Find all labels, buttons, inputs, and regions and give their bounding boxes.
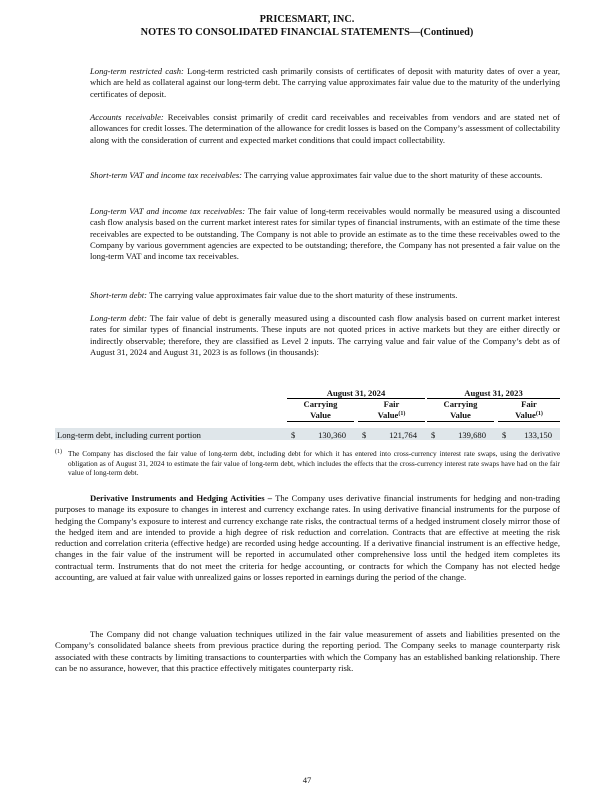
carrying-value-2024: 130,360 xyxy=(318,430,346,440)
short-debt-term: Short-term debt: xyxy=(90,290,148,300)
restricted-cash-term: Long-term restricted cash: xyxy=(90,66,184,76)
long-vat-term: Long-term VAT and income tax receivables: xyxy=(90,206,246,216)
short-vat-text: The carrying value approximates fair value due to the short maturity of these accounts. xyxy=(242,170,543,180)
currency-symbol: $ xyxy=(502,430,507,440)
short-debt-paragraph xyxy=(90,290,560,301)
carrying-value-header-2024: Carrying Value xyxy=(287,399,354,422)
long-vat-text: The fair value of long-term receivables would normally be measured using a discounted cash flow analysis based on the current market interest rates for similar types of financial instruments, with an estimate of the time these receivables are expected to be outstanding. The Company is not able to provide an estimate as to the time these receivables owed to the Company by various government agencies are expected to be outstanding; therefore, the Company has not presented a fair value on the long-term VAT and income tax receivables. xyxy=(90,206,560,262)
footnote-marker: (1) xyxy=(55,449,62,455)
accounts-receivable-text: Receivables consist primarily of credit card receivables and receivables from vendors and are stated net of allowances for credit losses. The determination of the allowance for credit losses is based on the Company’s assessment of collectability along with the consideration of current and expected market conditions that could impact collectability. xyxy=(90,112,560,145)
fair-value-2023: 133,150 xyxy=(524,430,552,440)
long-debt-paragraph xyxy=(90,313,560,358)
accounts-receivable-term: Accounts receivable: xyxy=(90,112,164,122)
footnote-text: The Company has disclosed the fair value of long-term debt, including debt for which it has entered into cross-currency interest rate swaps, using the derivative obligation as of August 31, 2024 to estimate the fair value of long-term debt, which includes the effects that the cross-currency interest rate swaps have had on the fair value of long-term debt. xyxy=(68,449,560,478)
short-vat-term: Short-term VAT and income tax receivables: xyxy=(90,170,243,180)
row-label: Long-term debt, including current portion xyxy=(55,428,287,440)
accounts-receivable-paragraph xyxy=(90,112,560,146)
debt-fair-value-table xyxy=(55,386,560,440)
derivatives-text: The Company uses derivative financial instruments for hedging and non-trading purposes to manage its exposure to changes in interest and currency exchange rates. In using derivative financial instruments for the purpose of hedging the Company’s exposure to interest and currency exchange rate risks, the contractual terms of a hedged instrument closely mirror those of the hedged item and are intended to provide a high degree of risk reduction and correlation. Contracts that are effective at meeting the risk reduction and correlation criteria (effective hedge) are recorded using hedge accounting. If a derivative financial instrument is an effective hedge, changes in the fair value of the instrument will be reported in accumulated other comprehensive loss until the hedged item completes its contractual term. Instruments that do not meet the criteria for hedge accounting, or contracts for which the Company has not elected hedge accounting, are valued at fair value with unrealized gains or losses reported in earnings during the period of the change. xyxy=(55,493,560,583)
fair-value-2024: 121,764 xyxy=(389,430,417,440)
valuation-paragraph xyxy=(55,629,560,674)
restricted-cash-paragraph xyxy=(90,66,560,100)
period-header-2024: August 31, 2024 xyxy=(287,386,425,399)
fair-value-header-2024: Fair Value$^{(1)}$ xyxy=(358,399,425,422)
currency-symbol: $ xyxy=(362,430,367,440)
fair-value-header-2023: Fair Value$^{(1)}$ xyxy=(498,399,560,422)
derivatives-heading: Derivative Instruments and Hedging Activities – xyxy=(90,493,273,503)
long-debt-term: Long-term debt: xyxy=(90,313,147,323)
company-name: PRICESMART, INC. xyxy=(259,14,355,25)
derivatives-paragraph xyxy=(55,493,560,583)
currency-symbol: $ xyxy=(291,430,296,440)
period-header-2023: August 31, 2023 xyxy=(427,386,560,399)
currency-symbol: $ xyxy=(431,430,436,440)
short-debt-text: The carrying value approximates fair value due to the short maturity of these instruments. xyxy=(147,290,458,300)
carrying-value-2023: 139,680 xyxy=(458,430,486,440)
page-number: 47 xyxy=(302,775,312,785)
restricted-cash-text: Long-term restricted cash primarily consists of certificates of deposit with maturity dates of over a year, which are held as collateral against our long-term debt. The carrying value approximates fair value due to the maturity of the underlying certificates of deposit. xyxy=(90,66,561,99)
valuation-text: The Company did not change valuation techniques utilized in the fair value measurement of assets and liabilities presented on the Company’s consolidated balance sheets from previous practice during the reporting period. The Company seeks to manage counterparty risk associated with these contracts by limiting transactions to counterparties with which the Company has an established banking relationship. There can be no assurance, however, that this practice effectively mitigates counterparty risk. xyxy=(55,629,560,673)
footnote-ref: (1) xyxy=(535,410,543,417)
footnote-ref: (1) xyxy=(398,410,406,417)
long-vat-paragraph xyxy=(90,206,560,262)
short-vat-paragraph xyxy=(90,170,560,181)
long-debt-text: The fair value of debt is generally measured using a discounted cash flow analysis based on current market interest rates for similar types of financial instruments. These inputs are not quoted prices in active markets but they are either directly or indirectly observable; therefore, they are classified as Level 2 inputs. The carrying value and fair value of the Company’s debt as of August 31, 2024 and August 31, 2023 is as follows (in thousands): xyxy=(90,313,561,357)
table-row xyxy=(55,428,560,440)
page-subtitle: NOTES TO CONSOLIDATED FINANCIAL STATEMENTS—(Continued) xyxy=(140,27,474,38)
carrying-value-header-2023: Carrying Value xyxy=(427,399,494,422)
table-footnote xyxy=(55,449,560,478)
